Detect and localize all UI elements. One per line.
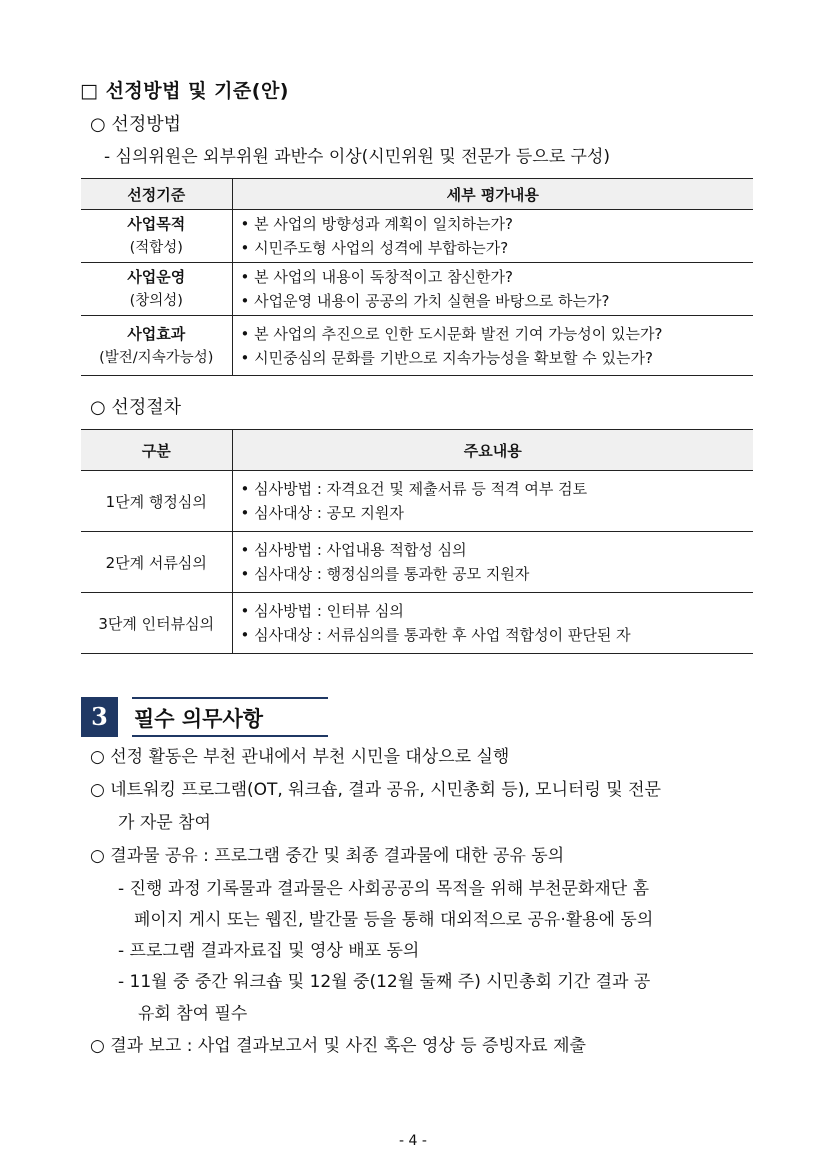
table-row: [81, 593, 753, 654]
procedure-item: • 심사대상 : 공모 지원자: [240, 504, 404, 522]
procedure-item: • 심사방법 : 인터뷰 심의: [240, 602, 404, 620]
duty-line: ○ 결과 보고 : 사업 결과보고서 및 사진 혹은 영상 등 증빙자료 제출: [90, 1036, 586, 1056]
procedure-header-1: 구분: [81, 430, 232, 471]
criteria-title: 사업효과: [127, 324, 186, 343]
criteria-item: • 본 사업의 방향성과 계획이 일치하는가?: [240, 215, 513, 233]
method-label: ○ 선정방법: [90, 114, 181, 135]
procedure-item: • 심사방법 : 사업내용 적합성 심의: [240, 541, 467, 559]
procedure-header-2: 주요내용: [232, 430, 753, 471]
criteria-item: • 시민주도형 사업의 성격에 부합하는가?: [240, 239, 509, 257]
duty-line: ○ 네트워킹 프로그램(OT, 워크숍, 결과 공유, 시민총회 등), 모니터링 및 전문: [90, 780, 661, 800]
section-title: [132, 697, 328, 737]
criteria-item: • 사업운영 내용이 공공의 가치 실현을 바탕으로 하는가?: [240, 292, 610, 310]
table-row: [81, 471, 753, 532]
duty-line: - 11월 중 중간 워크숍 및 12월 중(12월 둘째 주) 시민총회 기간 결과 공: [118, 972, 651, 992]
table-row: [81, 210, 753, 263]
section-title-text: 필수 의무사항: [134, 707, 264, 731]
criteria-sub: (창의성): [129, 293, 183, 309]
procedure-stage: 1단계 행정심의: [81, 471, 232, 532]
page-number: - 4 -: [399, 1133, 427, 1149]
procedure-item: • 심사대상 : 행정심의를 통과한 공모 지원자: [240, 565, 530, 583]
criteria-title: 사업운영: [127, 268, 186, 286]
method-detail: - 심의위원은 외부위원 과반수 이상(시민위원 및 전문가 등으로 구성): [104, 147, 611, 167]
duty-line: 페이지 게시 또는 웹진, 발간물 등을 통해 대외적으로 공유·활용에 동의: [134, 910, 654, 930]
criteria-table: [81, 178, 753, 376]
table-row: [81, 532, 753, 593]
duty-line: 유회 참여 필수: [138, 1004, 248, 1024]
table-row: [81, 316, 753, 376]
procedure-item: • 심사대상 : 서류심의를 통과한 후 사업 적합성이 판단된 자: [240, 626, 631, 644]
duty-line: 가 자문 참여: [118, 813, 211, 833]
procedure-label: ○ 선정절차: [90, 397, 181, 418]
procedure-stage: 3단계 인터뷰심의: [81, 593, 232, 654]
procedure-stage: 2단계 서류심의: [81, 532, 232, 593]
procedure-table: [81, 429, 753, 654]
procedure-item: • 심사방법 : 자격요건 및 제출서류 등 적격 여부 검토: [240, 480, 588, 498]
criteria-sub: (적합성): [129, 240, 183, 256]
criteria-sub: (발전/지속가능성): [99, 349, 214, 366]
section-number-badge: 3: [81, 697, 118, 737]
criteria-title: 사업목적: [127, 215, 186, 233]
criteria-header-1: 선정기준: [81, 179, 232, 210]
criteria-item: • 본 사업의 내용이 독창적이고 참신한가?: [240, 268, 513, 286]
table-row: [81, 263, 753, 316]
criteria-item: • 본 사업의 추진으로 인한 도시문화 발전 기여 가능성이 있는가?: [240, 324, 663, 343]
criteria-item: • 시민중심의 문화를 기반으로 지속가능성을 확보할 수 있는가?: [240, 348, 653, 367]
duty-line: - 진행 과정 기록물과 결과물은 사회공공의 목적을 위해 부천문화재단 홈: [118, 879, 650, 899]
criteria-header-2: 세부 평가내용: [232, 179, 753, 210]
section-heading: □ 선정방법 및 기준(안): [80, 80, 289, 102]
duty-line: ○ 결과물 공유 : 프로그램 중간 및 최종 결과물에 대한 공유 동의: [90, 846, 565, 866]
duty-line: ○ 선정 활동은 부천 관내에서 부천 시민을 대상으로 실행: [90, 747, 510, 767]
duty-line: - 프로그램 결과자료집 및 영상 배포 동의: [118, 941, 420, 961]
